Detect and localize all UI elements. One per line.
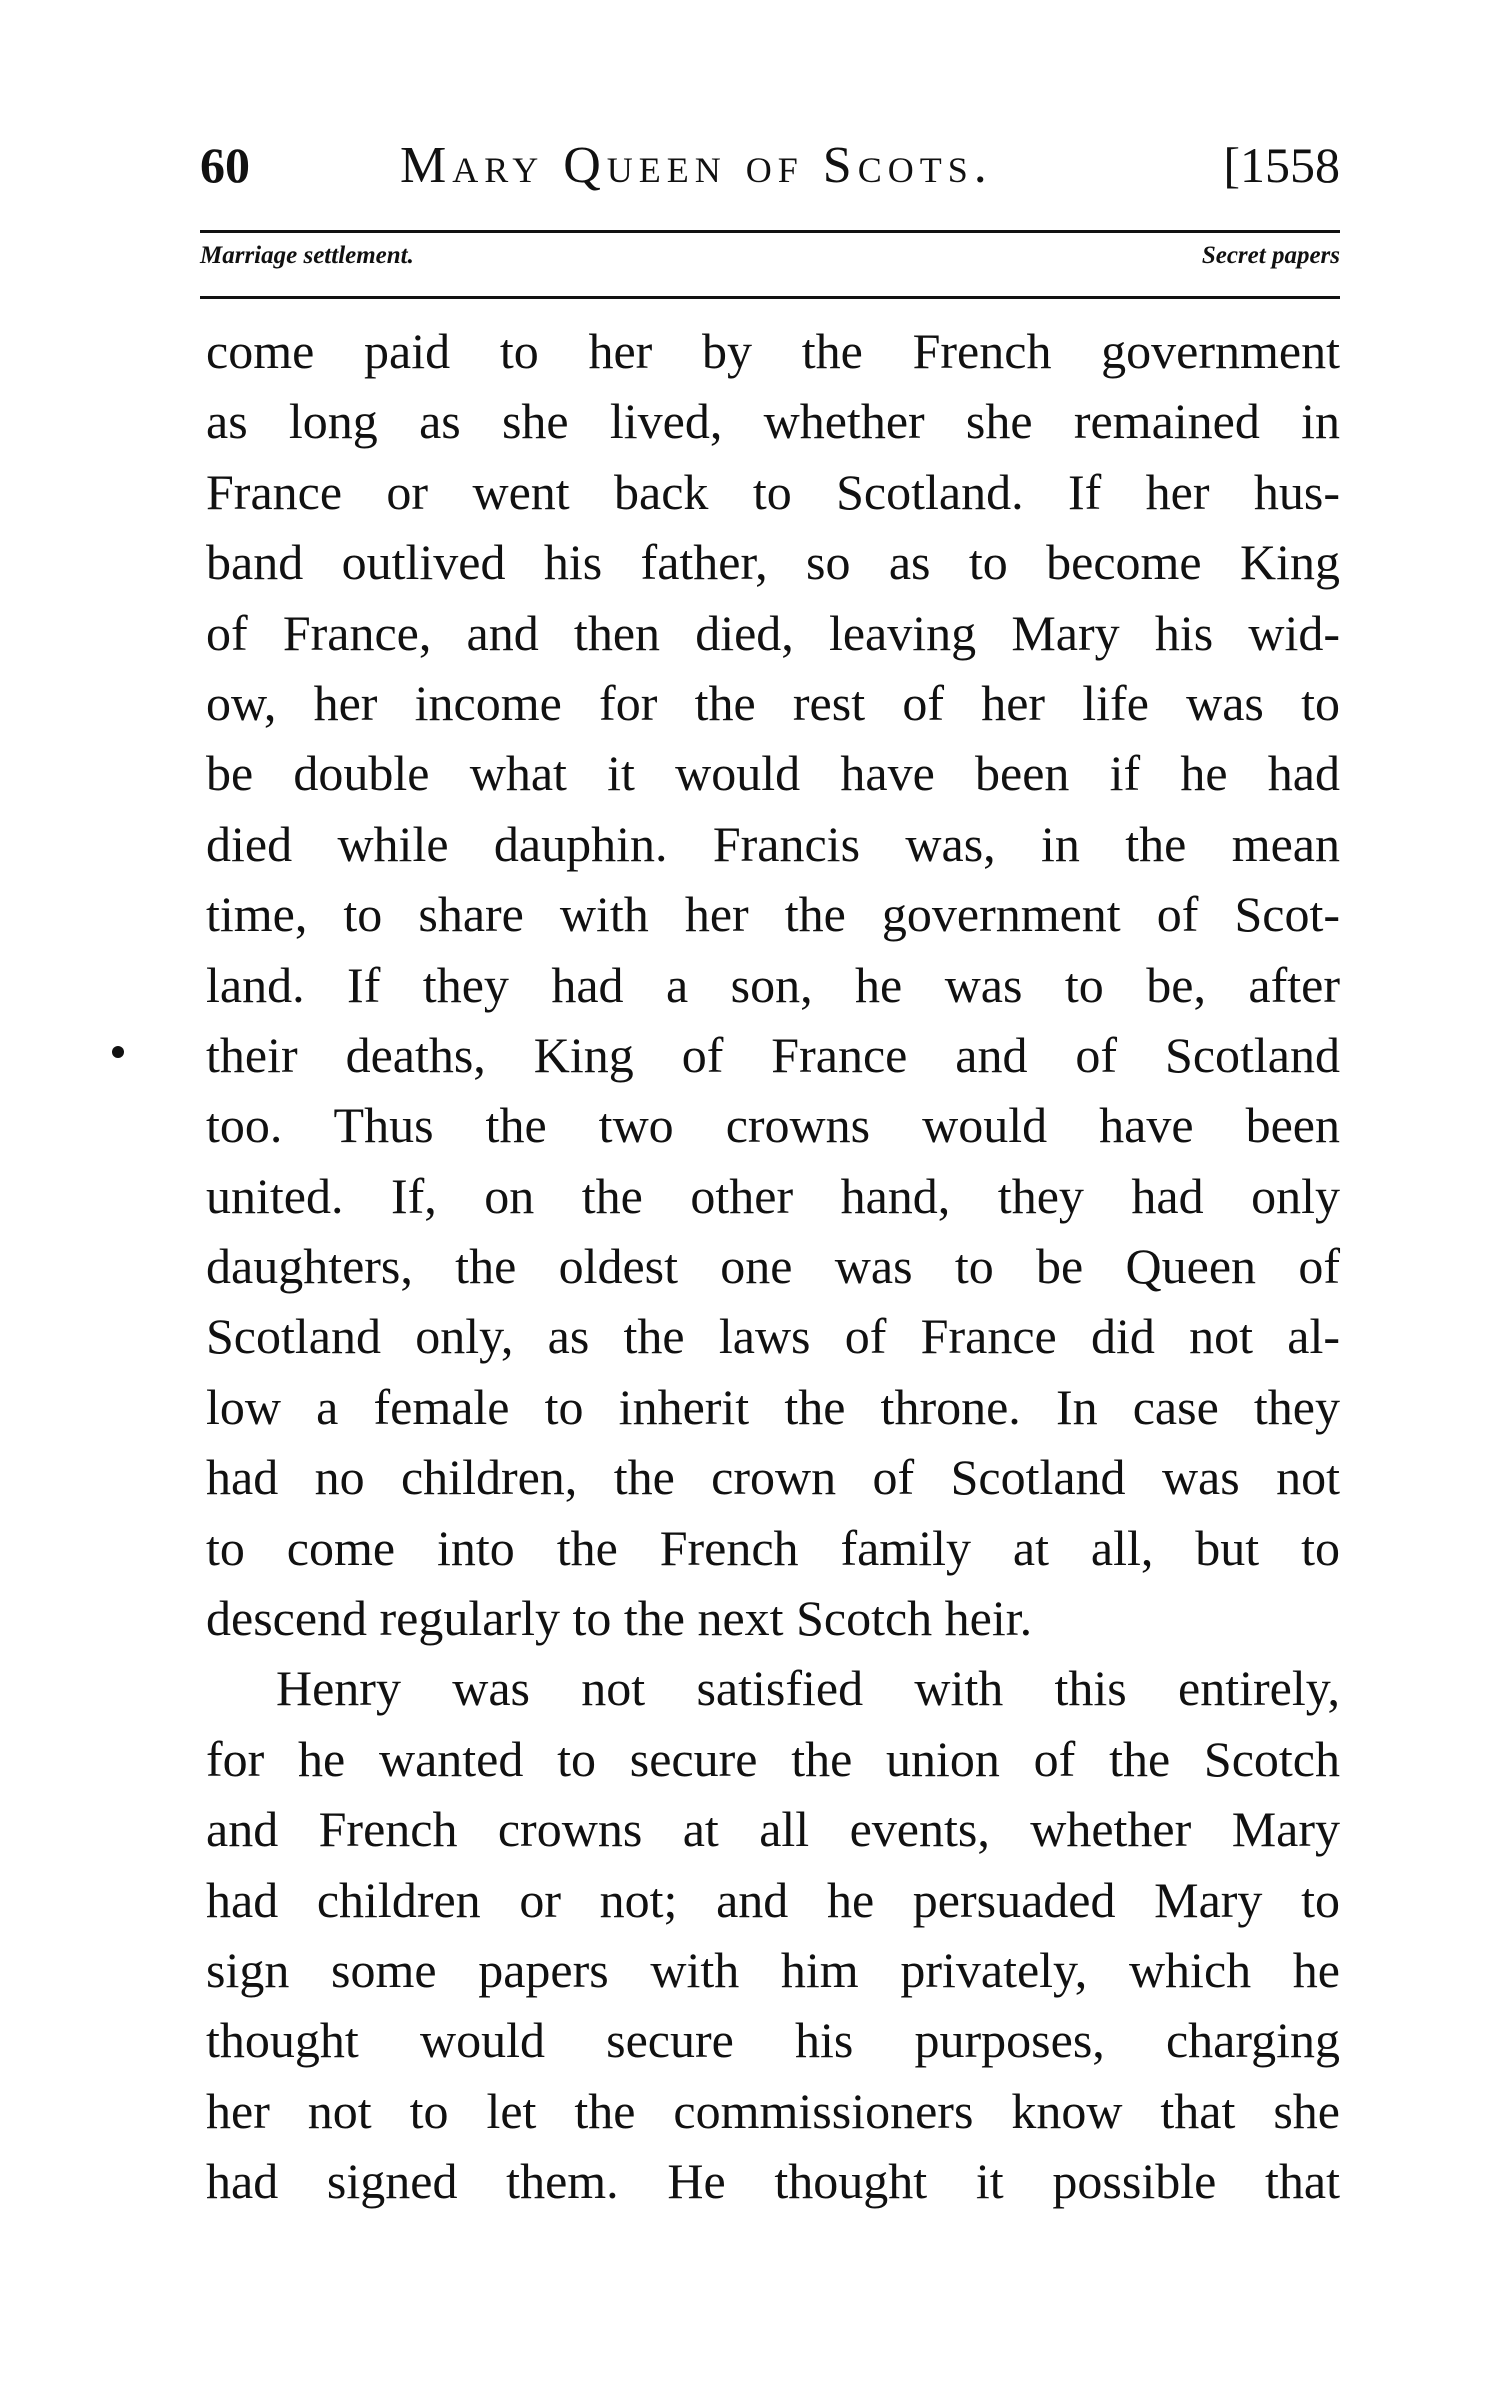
text-line: be double what it would have been if he had — [206, 745, 1340, 802]
text-line: their deaths, King of France and of Scotland — [206, 1026, 1340, 1083]
text-line: time, to share with her the government of Scot- — [206, 886, 1340, 943]
running-year: [1558 — [1223, 137, 1340, 193]
running-title: Mary Queen of Scots. — [400, 137, 993, 194]
text-line: of France, and then died, leaving Mary his wid- — [206, 604, 1340, 661]
body-text — [206, 316, 1340, 2217]
text-line: to come into the French family at all, but to — [206, 1519, 1340, 1576]
text-line: united. If, on the other hand, they had only — [206, 1167, 1340, 1224]
header-rule-bottom — [200, 296, 1340, 299]
text-line: died while dauphin. Francis was, in the mean — [206, 815, 1340, 872]
text-line: for he wanted to secure the union of the Scotch — [206, 1730, 1340, 1787]
text-line: as long as she lived, whether she remained in — [206, 393, 1340, 450]
text-line: descend regularly to the next Scotch heir. — [206, 1590, 1033, 1647]
text-line: Henry was not satisfied with this entirely, — [276, 1660, 1340, 1717]
text-line: come paid to her by the French government — [206, 323, 1340, 379]
margin-dot — [112, 1046, 124, 1058]
text-line: had no children, the crown of Scotland was not — [206, 1449, 1340, 1506]
text-line: daughters, the oldest one was to be Queen of — [206, 1238, 1340, 1295]
text-line: Scotland only, as the laws of France did not al- — [206, 1308, 1340, 1365]
text-line: had children or not; and he persuaded Mary to — [206, 1871, 1340, 1928]
header-rule-top — [200, 230, 1340, 233]
text-line: and French crowns at all events, whether Mary — [206, 1801, 1340, 1858]
page-number: 60 — [200, 137, 250, 193]
paragraph-2 — [206, 1653, 1340, 2216]
text-line: ow, her income for the rest of her life was to — [206, 674, 1340, 731]
text-line: land. If they had a son, he was to be, after — [206, 956, 1340, 1013]
text-line: sign some papers with him privately, which he — [206, 1941, 1340, 1998]
running-header — [200, 128, 1340, 200]
text-line: low a female to inherit the throne. In case they — [206, 1378, 1340, 1435]
text-line: too. Thus the two crowns would have been — [206, 1097, 1340, 1154]
text-line: had signed them. He thought it possible that — [206, 2153, 1340, 2210]
sidenote-left: Marriage settlement. — [200, 242, 414, 269]
text-line: France or went back to Scotland. If her hus- — [206, 463, 1340, 520]
text-line: thought would secure his purposes, charging — [206, 2012, 1340, 2069]
paragraph-1 — [206, 316, 1340, 1653]
sidenote-right: Secret papers — [1201, 242, 1340, 269]
text-line: her not to let the commissioners know that she — [206, 2082, 1340, 2139]
text-line: band outlived his father, so as to become King — [206, 534, 1340, 591]
